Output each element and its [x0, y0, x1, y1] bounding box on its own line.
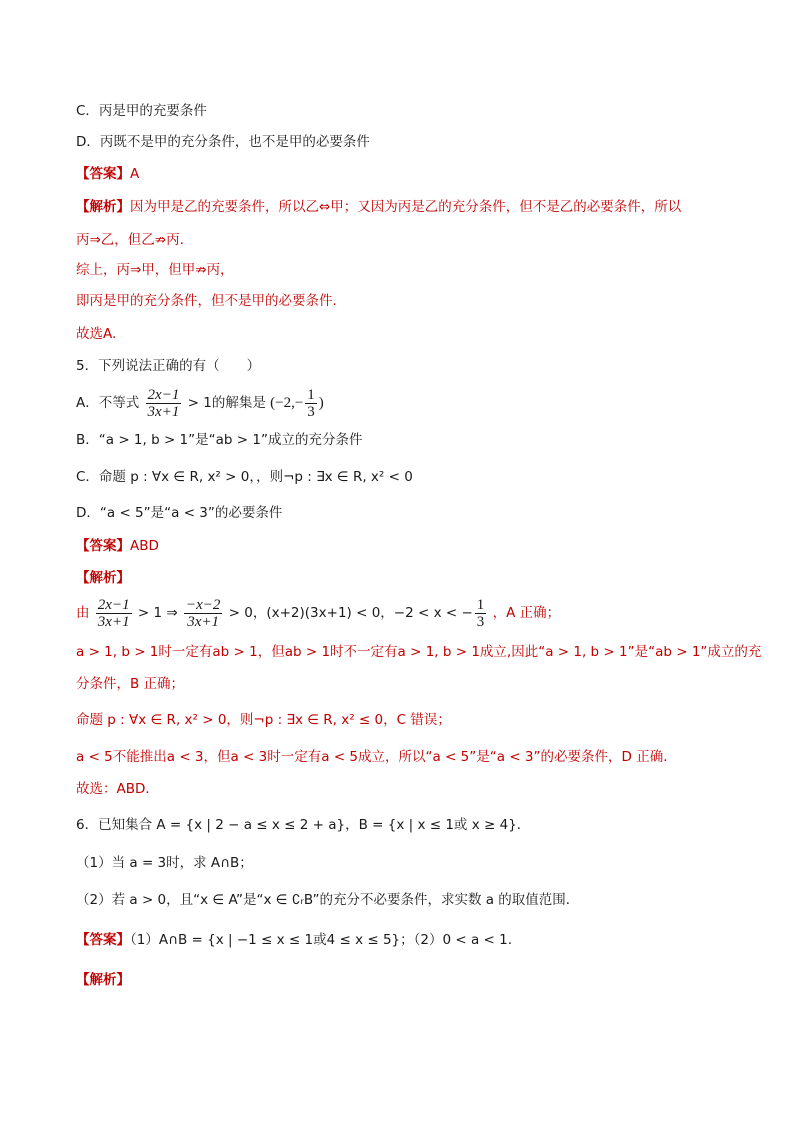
answer-label: 【答案】 [76, 538, 130, 554]
text: a < 5不能推出a < 3，但a < 3时一定有a < 5成立，所以“a < 5”是“a < 3”的必要条件，D 正确． [76, 749, 677, 765]
explanation-q5-line3 [76, 674, 184, 694]
question-6-title [76, 815, 530, 835]
option-a-q5 [76, 384, 324, 422]
answer-q6 [76, 930, 512, 950]
denominator: 3x+1 [97, 613, 130, 630]
numerator: 2x−1 [147, 386, 180, 403]
explanation-q4-line1 [76, 197, 681, 217]
explanation-label: 【解析】 [76, 570, 130, 586]
text: 分条件，B 正确； [76, 676, 185, 692]
numerator: −x−2 [185, 596, 221, 613]
explanation-q4-line5 [76, 324, 116, 344]
numerator: 2x−1 [97, 596, 130, 613]
fraction [475, 597, 487, 630]
option-c-q4 [76, 101, 207, 121]
answer-value: A [130, 166, 140, 182]
explanation-q5-line2 [76, 642, 761, 662]
explanation-label-q5 [76, 568, 130, 588]
text: 综上，丙⇒甲，但甲⇏丙， [76, 262, 234, 278]
explanation-q4-line3 [76, 260, 234, 280]
explanation-q5-line5 [76, 747, 677, 767]
text: 由 [76, 605, 90, 621]
text: 即丙是甲的充分条件，但不是甲的必要条件． [76, 293, 346, 309]
text: A．不等式 [76, 395, 140, 411]
text: B．“a > 1, b > 1”是“ab > 1”成立的充分条件 [76, 432, 363, 448]
text: 6．已知集合 A = {x | 2 − a ≤ x ≤ 2 + a}，B = {x | x ≤ 1或 x ≥ 4}． [76, 817, 531, 833]
answer-label: 【答案】 [76, 166, 130, 182]
text: > 0，(x+2)(3x+1) < 0，−2 < x < − [228, 605, 473, 621]
text: 故选A. [76, 326, 117, 342]
question-6-part1 [76, 853, 253, 873]
explanation-label: 【解析】 [76, 199, 130, 215]
text: （2）若 a > 0，且“x ∈ A”是“x ∈ ∁ᵣB”的充分不必要条件，求实数 a 的取值范围． [76, 892, 580, 908]
answer-label: 【答案】 [76, 932, 130, 948]
explanation-q4-line4 [76, 291, 346, 311]
fraction [96, 597, 132, 630]
text: > 1 ⇒ [137, 605, 178, 621]
denominator: 3x+1 [147, 403, 180, 420]
explanation-q5-line4 [76, 710, 451, 730]
numerator: 1 [307, 386, 315, 403]
denominator: 3x+1 [187, 613, 220, 630]
option-d-q4 [76, 132, 370, 152]
option-b-q5 [76, 430, 362, 450]
answer-value: ABD [130, 538, 159, 554]
text: 5．下列说法正确的有（ ） [76, 358, 261, 374]
text: 丙⇒乙，但乙⇏丙. [76, 232, 184, 248]
text: ，A 正确； [492, 605, 561, 621]
explanation-q5-line6 [76, 779, 159, 799]
text: 因为甲是乙的充要条件，所以乙⇔甲；又因为丙是乙的充分条件，但不是乙的必要条件，所以 [130, 199, 682, 215]
answer-q5 [76, 536, 159, 556]
text: D．“a < 5”是“a < 3”的必要条件 [76, 505, 283, 521]
fraction [184, 597, 222, 630]
answer-value: （1）A∩B = {x | −1 ≤ x ≤ 1或4 ≤ x ≤ 5}；（2）0 < a < 1. [130, 932, 513, 948]
fraction [305, 387, 317, 420]
fraction [146, 387, 182, 420]
numerator: 1 [476, 596, 485, 613]
denominator: 3 [307, 403, 315, 420]
text: a > 1, b > 1时一定有ab > 1，但ab > 1时不一定有a > 1, b > 1成立,因此“a > 1, b > 1”是“ab > 1”成立的充 [76, 644, 762, 660]
explanation-label: 【解析】 [76, 972, 130, 988]
text: > 1的解集是 [187, 395, 266, 411]
explanation-label-q6 [76, 970, 130, 990]
interval-right: ) [318, 395, 324, 411]
text: D．丙既不是甲的充分条件，也不是甲的必要条件 [76, 134, 370, 150]
explanation-q5-line1 [76, 594, 560, 632]
text: （1）当 a = 3时，求 A∩B； [76, 855, 253, 871]
option-d-q5 [76, 503, 282, 523]
answer-q4 [76, 164, 139, 184]
denominator: 3 [476, 613, 485, 630]
question-5-title [76, 356, 260, 376]
interval-left: (−2,− [270, 395, 304, 411]
question-6-part2 [76, 890, 579, 910]
text: C．丙是甲的充要条件 [76, 103, 207, 119]
text: 命题 p : ∀x ∈ R, x² > 0，则¬p : ∃x ∈ R, x² ≤ 0，C 错误； [76, 712, 451, 728]
explanation-q4-line2 [76, 230, 184, 250]
text: 故选：ABD． [76, 781, 159, 797]
option-c-q5 [76, 467, 413, 487]
text: C．命题 p : ∀x ∈ R, x² > 0，，则¬p : ∃x ∈ R, x² < 0 [76, 469, 413, 485]
